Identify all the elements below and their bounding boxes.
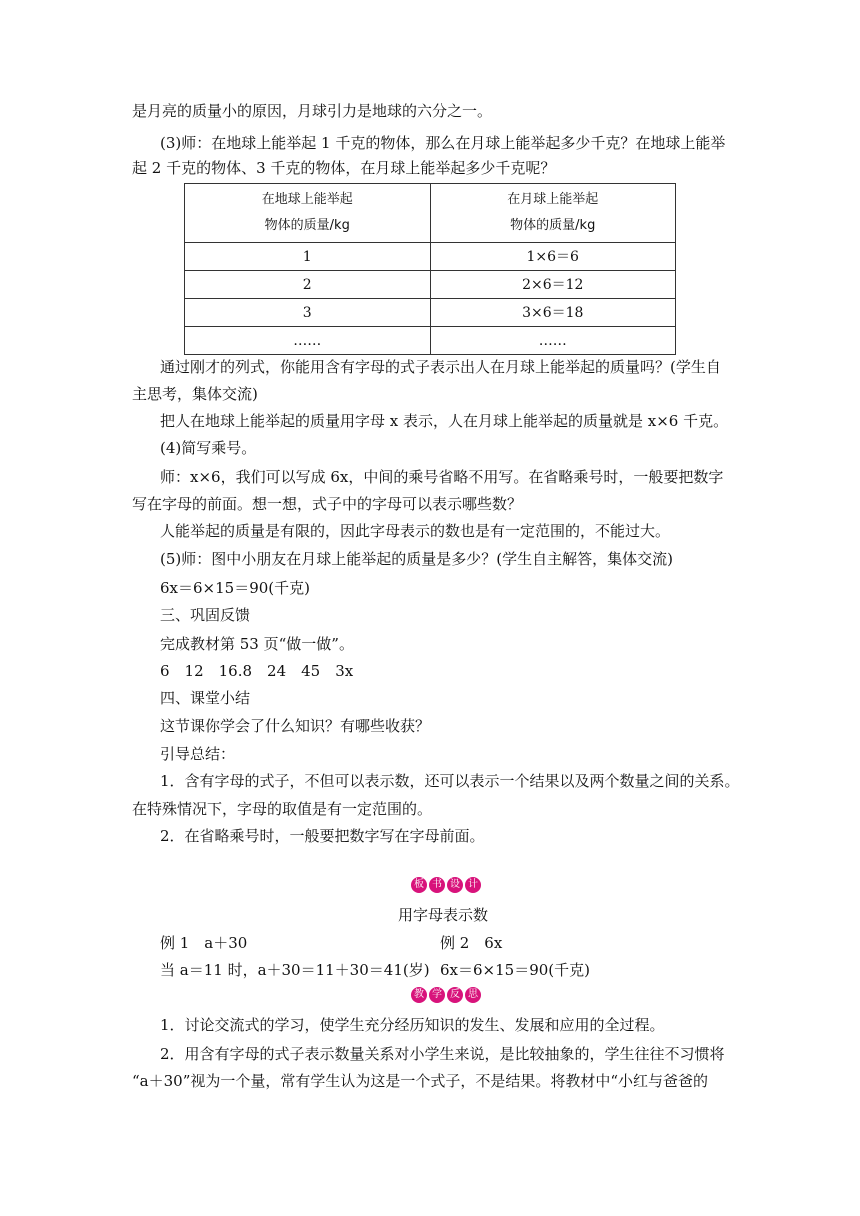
badge-char: 思 [465,987,481,1003]
paragraph-line: 2．在省略乘号时，一般要把数字写在字母前面。 [160,827,485,845]
paragraph-line: 引导总结： [160,745,236,763]
table-cell: 1 [185,243,431,271]
board-example-2-calc: 6x＝6×15＝90(千克) [440,961,590,979]
table-header-row [185,184,676,243]
paragraph-line: (5)师：图中小朋友在月球上能举起的质量是多少？(学生自主解答，集体交流) [160,550,673,568]
table-row [185,299,676,327]
board-design-badge [410,876,482,894]
mass-table [184,183,676,355]
paragraph-line: 是月亮的质量小的原因，月球引力是地球的六分之一。 [132,102,493,120]
paragraph-line: 这节课你学会了什么知识？有哪些收获？ [160,717,431,735]
paragraph-line: 完成教材第 53 页“做一做”。 [160,635,354,653]
paragraph-line: (4)简写乘号。 [160,439,257,457]
header-text: 在地球上能举起 [261,192,353,207]
paragraph-line: 起 2 千克的物体、3 千克的物体，在月球上能举起多少千克呢？ [132,159,556,177]
paragraph-line: 写在字母的前面。想一想，式子中的字母可以表示哪些数？ [132,495,523,513]
paragraph-line: “a＋30”视为一个量，常有学生认为这是一个式子，不是结果。将教材中“小红与爸爸的 [132,1072,709,1090]
badge-char: 教 [411,987,427,1003]
board-title: 用字母表示数 [398,906,489,924]
paragraph-line: 师：x×6，我们可以写成 6x，中间的乘号省略不用写。在省略乘号时，一般要把数字 [160,468,724,486]
paragraph-line: 2．用含有字母的式子表示数量关系对小学生来说，是比较抽象的，学生往往不习惯将 [160,1045,725,1063]
table-cell: 1×6＝6 [430,243,676,271]
badge-char: 反 [447,987,463,1003]
badge-char: 学 [429,987,445,1003]
board-example-1: 例 1 a＋30 [160,934,248,952]
header-text: 物体的质量/kg [510,218,596,233]
paragraph-line: 人能举起的质量是有限的，因此字母表示的数也是有一定范围的，不能过大。 [160,522,671,540]
table-cell: 3 [185,299,431,327]
table-cell: 2 [185,271,431,299]
table-row [185,271,676,299]
table-cell: …… [430,327,676,355]
table-row [185,243,676,271]
paragraph-line: 主思考，集体交流) [132,385,258,403]
board-example-2: 例 2 6x [440,934,503,952]
paragraph-line: 6x＝6×15＝90(千克) [160,579,310,597]
table-cell: 2×6＝12 [430,271,676,299]
table-header-cell [430,184,676,243]
badge-char: 书 [429,877,445,893]
paragraph-line: 1．讨论交流式的学习，使学生充分经历知识的发生、发展和应用的全过程。 [160,1016,665,1034]
paragraph-line: 1．含有字母的式子，不但可以表示数，还可以表示一个结果以及两个数量之间的关系。 [160,772,740,790]
paragraph-line: (3)师：在地球上能举起 1 千克的物体，那么在月球上能举起多少千克？在地球上能举 [160,134,726,152]
table-cell: 3×6＝18 [430,299,676,327]
answer-line: 6 12 16.8 24 45 3x [160,662,354,680]
table-row [185,327,676,355]
paragraph-line: 在特殊情况下，字母的取值是有一定范围的。 [132,800,433,818]
board-example-1-calc: 当 a＝11 时，a＋30＝11＋30＝41(岁) [160,961,430,979]
table-header-cell [185,184,431,243]
table-cell: …… [185,327,431,355]
teaching-reflection-badge [410,986,482,1004]
section-heading: 三、巩固反馈 [160,606,251,624]
header-text: 物体的质量/kg [264,218,350,233]
paragraph-line: 把人在地球上能举起的质量用字母 x 表示，人在月球上能举起的质量就是 x×6 千克。 [160,412,729,430]
paragraph-line: 通过刚才的列式，你能用含有字母的式子表示出人在月球上能举起的质量吗？(学生自 [160,358,721,376]
badge-char: 计 [465,877,481,893]
section-heading: 四、课堂小结 [160,689,251,707]
header-text: 在月球上能举起 [507,192,599,207]
badge-char: 板 [411,877,427,893]
badge-char: 设 [447,877,463,893]
